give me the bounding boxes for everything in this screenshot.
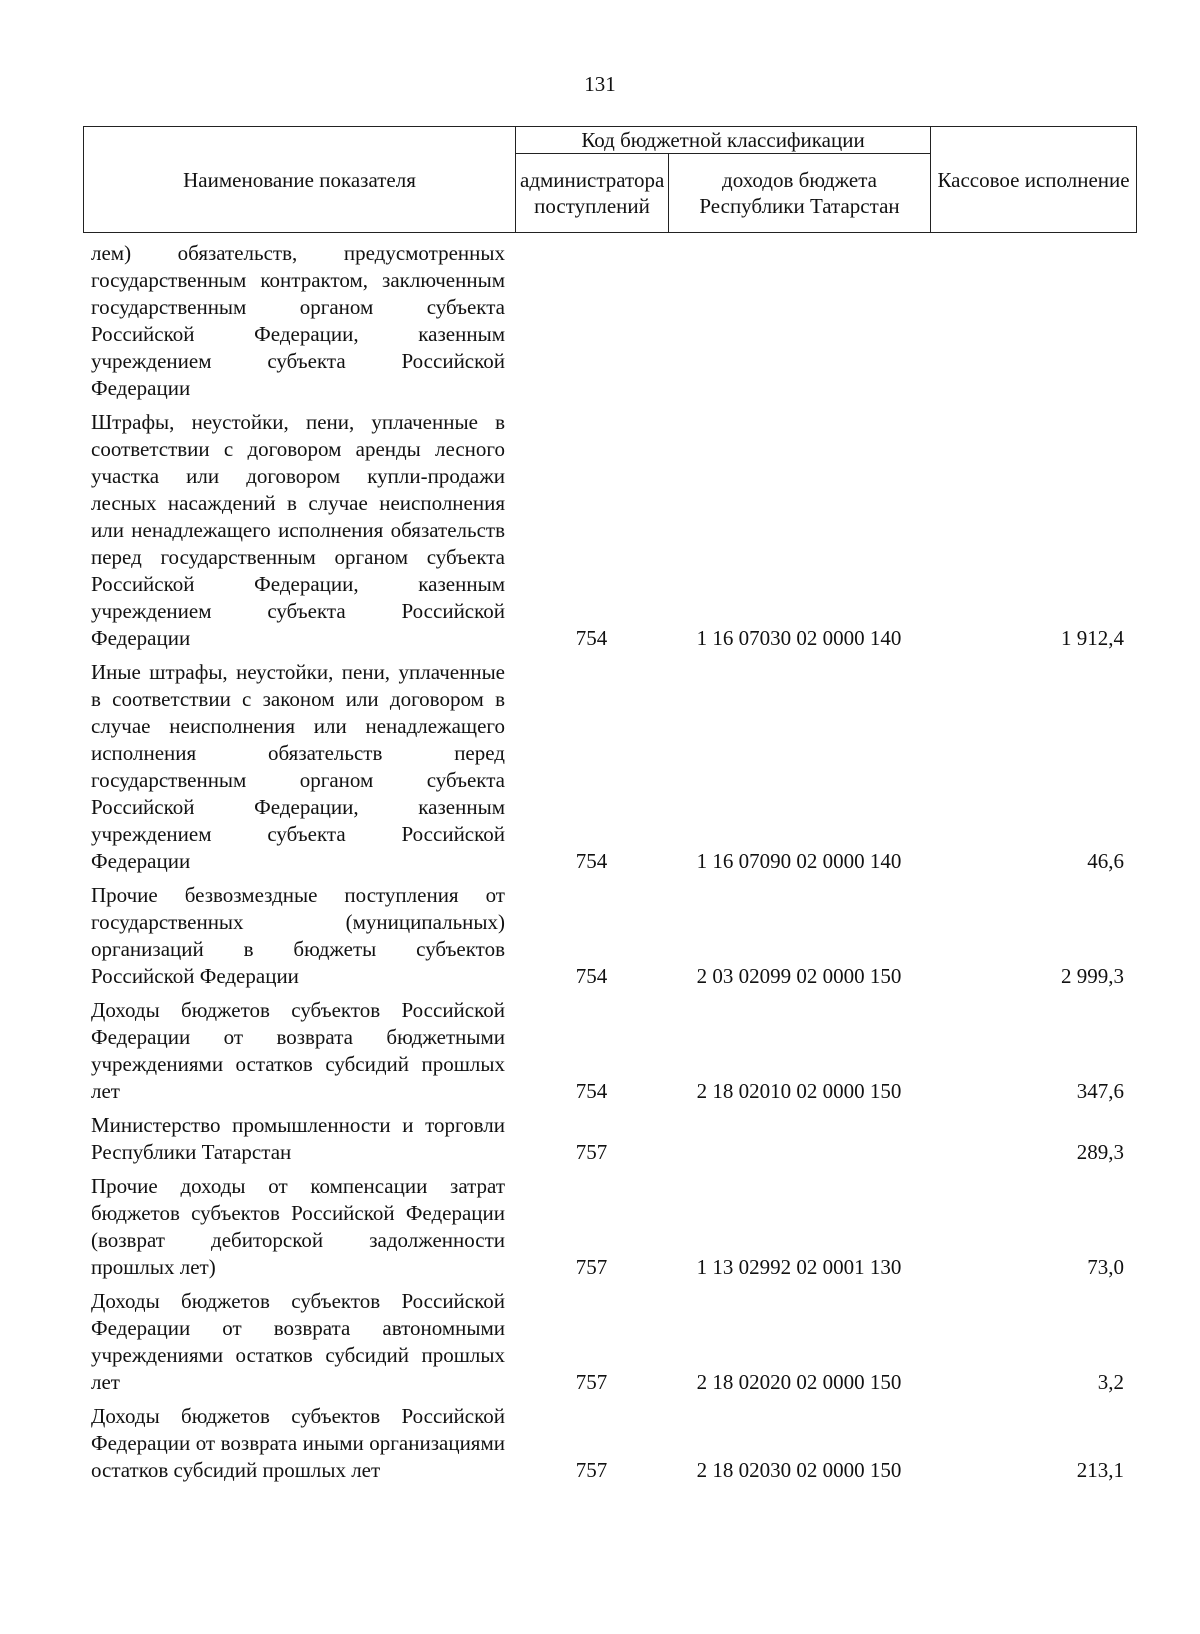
row-name: Иные штрафы, неустойки, пени, уплаченные в соответствии с законом или договором в случае неисполнения или ненадлежащего исполнения обязательств перед государственным органом субъекта Российской Федерации, казенным учреждением субъекта Российской Федерации [91,660,505,873]
page-number: 131 [584,72,616,96]
row-admin-code [515,240,668,409]
table-row [83,997,1136,1112]
table-row [83,1173,1136,1288]
row-value [930,240,1136,409]
table-row [83,240,1136,409]
table-header [83,126,1137,233]
data-table [83,240,1136,1491]
row-name: Прочие доходы от компенсации затрат бюджетов субъектов Российской Федерации (возврат дебиторской задолженности прошлых лет) [91,1174,505,1279]
row-name: Доходы бюджетов субъектов Российской Федерации от возврата автономными учреждениями остатков субсидий прошлых лет [91,1289,505,1394]
row-value: 289,3 [1076,1140,1124,1164]
column-header-income-code: доходов бюджета Республики Татарстан [669,154,931,233]
column-header-name: Наименование показателя [84,127,516,233]
row-name: Доходы бюджетов субъектов Российской Федерации от возврата бюджетными учреждениями остатков субсидий прошлых лет [91,998,505,1103]
table-row [83,1403,1136,1491]
table-row [83,1288,1136,1403]
row-name: Штрафы, неустойки, пени, уплаченные в соответствии с договором аренды лесного участка или договором купли-продажи лесных насаждений в случае неисполнения или ненадлежащего исполнения обязательств перед государственным органом субъекта Российской Федерации, казенным учреждением субъекта Российской Федерации [91,410,505,650]
row-name: Доходы бюджетов субъектов Российской Федерации от возврата иными организациями остатков субсидий прошлых лет [91,1404,505,1482]
row-admin-code: 754 [575,1079,608,1103]
row-value: 347,6 [1076,1079,1124,1103]
row-admin-code: 757 [575,1255,608,1279]
table-row [83,1112,1136,1173]
row-income-code: 1 13 02992 02 0001 130 [696,1255,902,1279]
row-admin-code: 757 [575,1458,608,1482]
table-body [83,240,1136,1491]
row-value: 73,0 [1087,1255,1124,1279]
column-header-value: Кассовое исполнение [931,127,1137,233]
row-admin-code: 754 [575,964,608,988]
row-admin-code: 754 [575,626,608,650]
row-income-code: 2 18 02020 02 0000 150 [696,1370,902,1394]
table-row [83,659,1136,882]
row-income-code [668,240,930,409]
row-value: 213,1 [1076,1458,1124,1482]
row-value: 3,2 [1097,1370,1124,1394]
row-income-code: 2 18 02010 02 0000 150 [696,1079,902,1103]
column-header-admin: администратора поступлений [516,154,669,233]
row-name: Министерство промышленности и торговли Республики Татарстан [91,1113,505,1164]
row-income-code [668,1112,930,1173]
column-group-header-code: Код бюджетной классификации [516,127,931,154]
row-income-code: 1 16 07030 02 0000 140 [696,626,902,650]
table-row [83,409,1136,659]
table-row [83,882,1136,997]
row-name: Прочие безвозмездные поступления от государственных (муниципальных) организаций в бюджеты субъектов Российской Федерации [91,883,505,988]
row-name: лем) обязательств, предусмотренных государственным контрактом, заключенным государственным органом субъекта Российской Федерации, казенным учреждением субъекта Российской Федерации [91,241,505,400]
row-value: 1 912,4 [1061,626,1124,650]
row-admin-code: 757 [575,1370,608,1394]
row-income-code: 1 16 07090 02 0000 140 [696,849,902,873]
row-income-code: 2 18 02030 02 0000 150 [696,1458,902,1482]
row-admin-code: 757 [575,1140,608,1164]
row-income-code: 2 03 02099 02 0000 150 [696,964,902,988]
row-admin-code: 754 [575,849,608,873]
row-value: 2 999,3 [1061,964,1124,988]
row-value: 46,6 [1087,849,1124,873]
